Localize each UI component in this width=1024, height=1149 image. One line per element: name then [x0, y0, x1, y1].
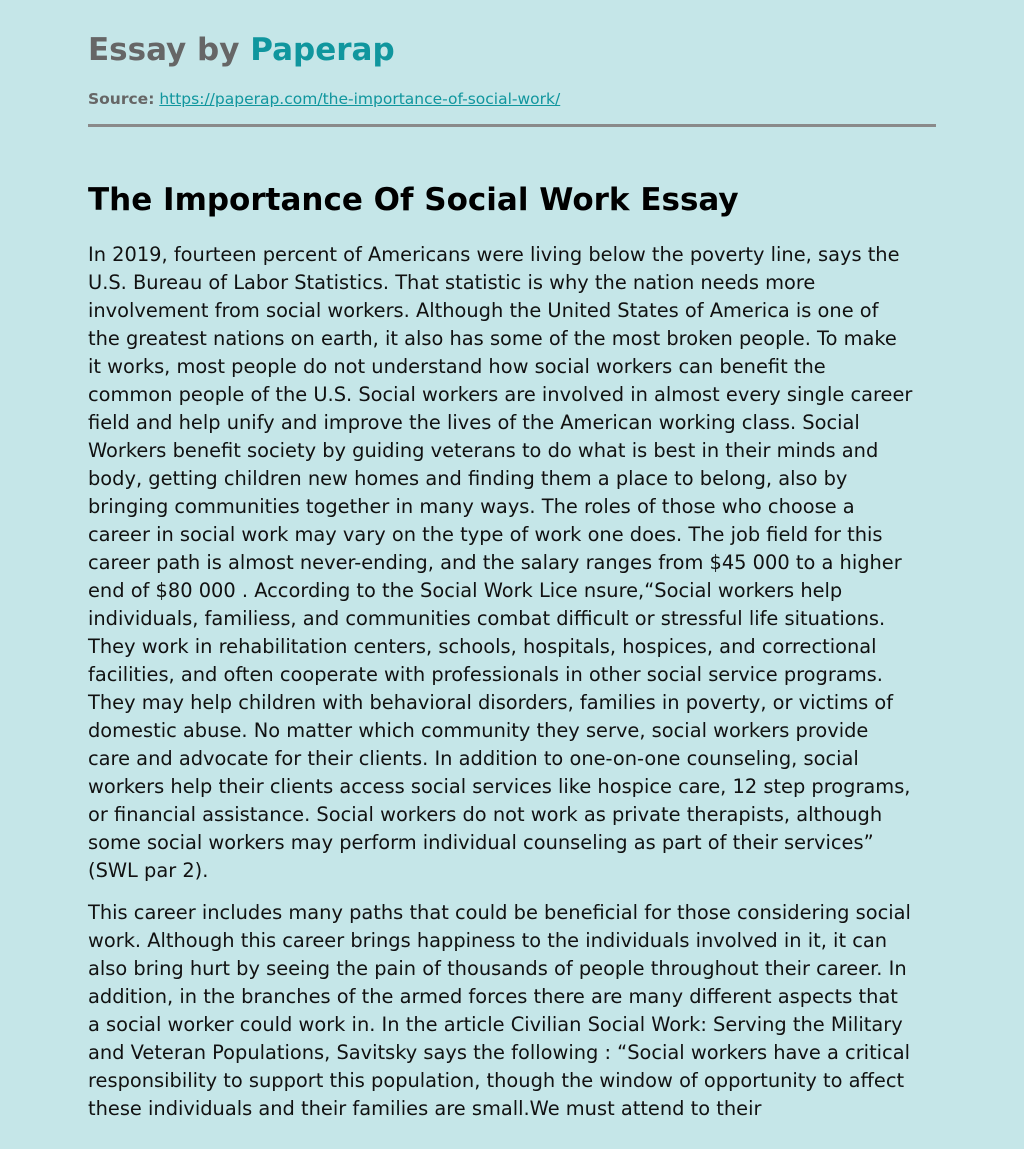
text-line: They may help children with behavioral disorders, families in poverty, or victims of — [88, 691, 894, 714]
text-line: career path is almost never-ending, and the salary ranges from $45 000 to a higher — [88, 551, 902, 574]
brand-heading — [88, 30, 936, 70]
text-line: it works, most people do not understand how social workers can benefit the — [88, 355, 826, 378]
text-line: care and advocate for their clients. In addition to one-on-one counseling, social — [88, 747, 859, 770]
text-line: career in social work may vary on the type of work one does. The job field for this — [88, 523, 883, 546]
page-header — [88, 30, 936, 110]
text-line: responsibility to support this population, though the window of opportunity to affect — [88, 1069, 905, 1092]
text-line: body, getting children new homes and finding them a place to belong, also by — [88, 467, 848, 490]
text-line: these individuals and their families are small.We must attend to their — [88, 1097, 762, 1120]
text-line: Workers benefit society by guiding veterans to do what is best in their minds and — [88, 439, 879, 462]
text-line: This career includes many paths that could be beneficial for those considering social — [88, 901, 911, 924]
text-line: bringing communities together in many ways. The roles of those who choose a — [88, 495, 855, 518]
text-line: domestic abuse. No matter which community they serve, social workers provide — [88, 719, 869, 742]
text-line: field and help unify and improve the lives of the American working class. Social — [88, 411, 860, 434]
source-link[interactable]: https://paperap.com/the-importance-of-social-work/ — [159, 90, 561, 108]
essay-body — [88, 241, 948, 1137]
text-line: common people of the U.S. Social workers are involved in almost every single career — [88, 383, 913, 406]
text-line: (SWL par 2). — [88, 859, 209, 882]
text-line: addition, in the branches of the armed forces there are many different aspects that — [88, 985, 898, 1008]
source-line — [88, 88, 936, 110]
text-line: and Veteran Populations, Savitsky says the following : “Social workers have a critical — [88, 1041, 910, 1064]
text-line: work. Although this career brings happiness to the individuals involved in it, it can — [88, 929, 888, 952]
text-line: individuals, familiess, and communities combat difficult or stressful life situations. — [88, 607, 886, 630]
text-line: facilities, and often cooperate with professionals in other social service programs. — [88, 663, 883, 686]
text-line: workers help their clients access social services like hospice care, 12 step programs, — [88, 775, 911, 798]
source-label: Source: — [88, 90, 155, 108]
text-line: the greatest nations on earth, it also has some of the most broken people. To make — [88, 327, 897, 350]
text-line: U.S. Bureau of Labor Statistics. That statistic is why the nation needs more — [88, 271, 816, 294]
text-line: They work in rehabilitation centers, schools, hospitals, hospices, and correctional — [88, 635, 877, 658]
brand-prefix: Essay by — [88, 32, 251, 68]
text-line: involvement from social workers. Although the United States of America is one of — [88, 299, 879, 322]
paragraph — [88, 241, 948, 885]
text-line: In 2019, fourteen percent of Americans were living below the poverty line, says the — [88, 243, 900, 266]
header-divider — [88, 124, 936, 127]
essay-title: The Importance Of Social Work Essay — [88, 182, 739, 218]
text-line: a social worker could work in. In the article Civilian Social Work: Serving the Military — [88, 1013, 903, 1036]
text-line: end of $80 000 . According to the Social Work Lice nsure,“Social workers help — [88, 579, 843, 602]
text-line: or financial assistance. Social workers do not work as private therapists, although — [88, 803, 883, 826]
brand-name: Paperap — [250, 32, 395, 68]
text-line: also bring hurt by seeing the pain of thousands of people throughout their career. In — [88, 957, 907, 980]
paragraph — [88, 899, 948, 1123]
text-line: some social workers may perform individual counseling as part of their services” — [88, 831, 874, 854]
